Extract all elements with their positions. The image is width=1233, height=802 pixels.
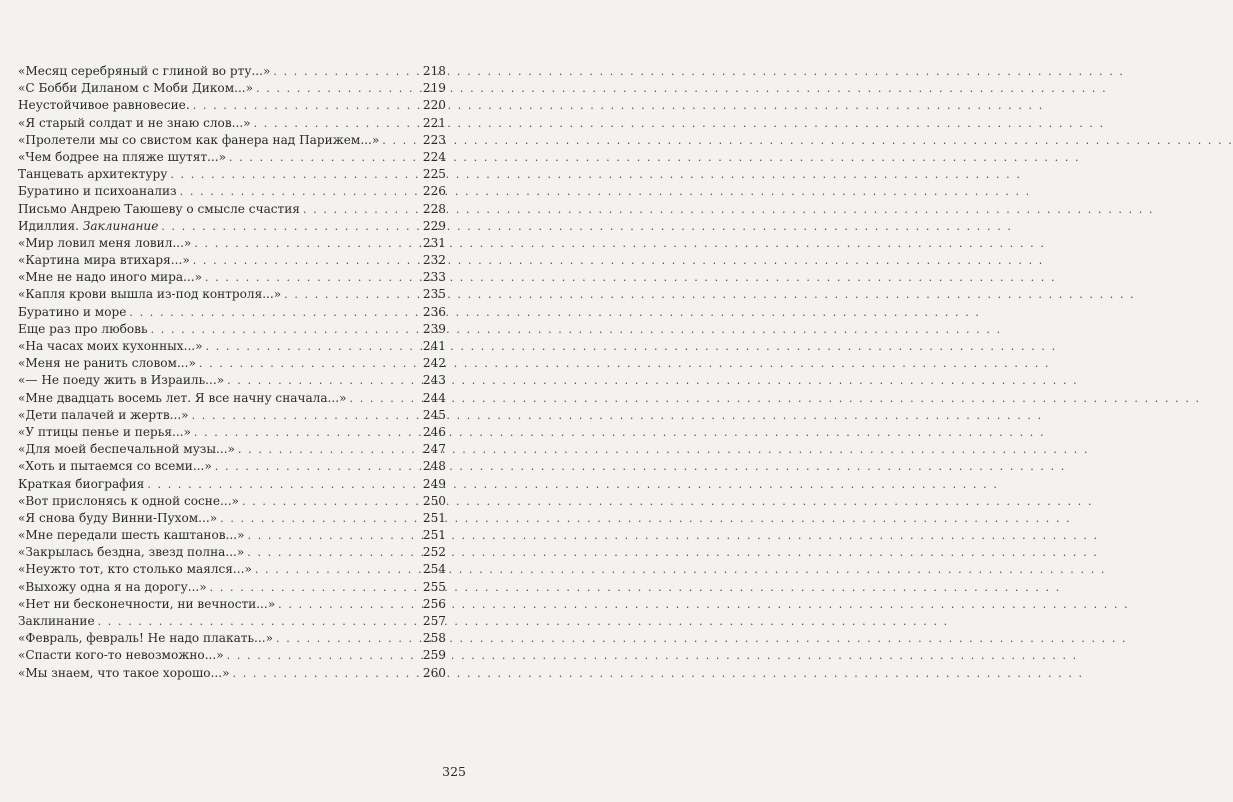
toc-entry bbox=[18, 132, 446, 149]
toc-entry bbox=[18, 544, 446, 561]
toc-entry bbox=[18, 596, 446, 613]
toc-entry bbox=[18, 647, 446, 664]
toc-entry-page: 260 bbox=[422, 665, 446, 680]
dot-leader bbox=[382, 132, 420, 149]
toc-entry-page: 235 bbox=[422, 287, 446, 302]
toc-entry-page: 229 bbox=[422, 218, 446, 233]
table-of-contents bbox=[18, 63, 446, 682]
toc-entry bbox=[18, 630, 446, 647]
dot-leader bbox=[255, 561, 420, 578]
dot-leader bbox=[220, 510, 420, 527]
toc-entry-title-text: «Для моей беспечальной музы...» bbox=[18, 442, 235, 457]
toc-entry bbox=[18, 218, 446, 235]
dot-leader bbox=[278, 596, 420, 613]
toc-entry-title bbox=[18, 132, 379, 149]
dot-leader bbox=[256, 80, 420, 97]
toc-entry-title-text: «Капля крови вышла из-под контроля...» bbox=[18, 287, 282, 302]
toc-entry-title bbox=[18, 407, 189, 424]
toc-entry-page: 255 bbox=[422, 579, 446, 594]
dot-leader bbox=[147, 476, 420, 493]
toc-entry-title-text: Письмо Андрею Таюшеву о смысле счастия bbox=[18, 201, 300, 216]
toc-entry-title bbox=[18, 561, 252, 578]
toc-entry-page: 233 bbox=[422, 270, 446, 285]
toc-entry-title bbox=[18, 97, 190, 114]
dot-leader bbox=[161, 218, 420, 235]
dot-leader bbox=[238, 441, 420, 458]
toc-entry-page: 221 bbox=[422, 115, 446, 130]
toc-entry-title bbox=[18, 115, 251, 132]
dot-leader bbox=[254, 115, 420, 132]
dot-leader bbox=[227, 372, 420, 389]
toc-entry bbox=[18, 510, 446, 527]
dot-leader bbox=[284, 286, 420, 303]
toc-entry-title-text: «Чем бодрее на пляже шутят...» bbox=[18, 149, 226, 164]
toc-entry-page: 252 bbox=[422, 545, 446, 560]
toc-entry bbox=[18, 201, 446, 218]
dot-leader bbox=[206, 338, 420, 355]
dot-leader bbox=[194, 235, 420, 252]
toc-entry-title bbox=[18, 493, 239, 510]
dot-leader bbox=[210, 579, 420, 596]
toc-entry-page: 254 bbox=[422, 562, 446, 577]
toc-entry-page: 218 bbox=[422, 64, 446, 78]
toc-entry-page: 245 bbox=[422, 407, 446, 422]
toc-entry bbox=[18, 613, 446, 630]
toc-entry bbox=[18, 527, 446, 544]
toc-entry-page: 248 bbox=[422, 459, 446, 474]
toc-entry bbox=[18, 97, 446, 114]
toc-entry-title bbox=[18, 647, 224, 664]
toc-entry bbox=[18, 338, 446, 355]
toc-entry-page: 223 bbox=[422, 132, 446, 147]
toc-entry-title-text: «Февраль, февраль! Не надо плакать...» bbox=[18, 631, 273, 646]
toc-entry bbox=[18, 579, 446, 596]
toc-entry bbox=[18, 665, 446, 682]
toc-entry-title bbox=[18, 63, 270, 80]
toc-entry-page: 219 bbox=[422, 81, 446, 96]
toc-entry-title bbox=[18, 269, 202, 286]
toc-entry-page: 256 bbox=[422, 596, 446, 611]
toc-entry-title bbox=[18, 544, 244, 561]
toc-entry-page: 258 bbox=[422, 631, 446, 646]
toc-entry-title bbox=[18, 80, 253, 97]
toc-entry-title bbox=[18, 304, 126, 321]
dot-leader bbox=[242, 493, 420, 510]
toc-entry-title bbox=[18, 218, 158, 235]
toc-entry-page: 224 bbox=[422, 149, 446, 164]
toc-entry-title bbox=[18, 579, 207, 596]
toc-entry bbox=[18, 355, 446, 372]
toc-entry-title bbox=[18, 424, 191, 441]
toc-entry bbox=[18, 372, 446, 389]
dot-leader bbox=[276, 630, 420, 647]
toc-entry-title bbox=[18, 476, 144, 493]
toc-entry-title-text: «Картина мира втихаря...» bbox=[18, 253, 190, 268]
toc-entry-title bbox=[18, 321, 148, 338]
toc-entry-title-text: Еще раз про любовь bbox=[18, 321, 148, 336]
dot-leader bbox=[248, 527, 420, 544]
toc-entry bbox=[18, 63, 446, 80]
toc-entry bbox=[18, 441, 446, 458]
toc-entry-page: 249 bbox=[422, 476, 446, 491]
dot-leader bbox=[229, 149, 420, 166]
toc-entry bbox=[18, 269, 446, 286]
toc-entry-page: 251 bbox=[422, 510, 446, 525]
toc-entry-page: 246 bbox=[422, 424, 446, 439]
toc-entry bbox=[18, 286, 446, 303]
toc-entry-title-text: Неустойчивое равновесие. bbox=[18, 98, 190, 113]
toc-entry-page: 226 bbox=[422, 184, 446, 199]
dot-leader bbox=[194, 424, 420, 441]
toc-entry-title-text: «Мне передали шесть каштанов...» bbox=[18, 528, 245, 543]
toc-entry-page: 241 bbox=[422, 339, 446, 353]
dot-leader bbox=[350, 390, 420, 407]
toc-entry-title-text: «Вот прислонясь к одной сосне...» bbox=[18, 493, 239, 508]
toc-entry-page: 257 bbox=[422, 614, 446, 628]
dot-leader bbox=[98, 613, 420, 630]
toc-entry-title bbox=[18, 149, 226, 166]
toc-entry bbox=[18, 115, 446, 132]
toc-entry-title-text: «На часах моих кухонных...» bbox=[18, 339, 203, 353]
dot-leader bbox=[215, 458, 420, 475]
toc-entry-title bbox=[18, 596, 275, 613]
toc-entry-title bbox=[18, 183, 177, 200]
toc-entry-page: 244 bbox=[422, 390, 446, 405]
dot-leader bbox=[129, 304, 420, 321]
toc-entry-title-text: «У птицы пенье и перья...» bbox=[18, 424, 191, 439]
toc-entry-page: 236 bbox=[422, 304, 446, 319]
toc-entry-title-text: Буратино и море bbox=[18, 304, 127, 319]
toc-entry-title-text: «— Не поеду жить в Израиль...» bbox=[18, 373, 225, 388]
toc-entry-page: 225 bbox=[422, 167, 446, 182]
dot-leader bbox=[170, 166, 420, 183]
toc-entry bbox=[18, 183, 446, 200]
toc-entry bbox=[18, 424, 446, 441]
toc-entry-page: 228 bbox=[422, 201, 446, 216]
toc-entry bbox=[18, 252, 446, 269]
toc-entry bbox=[18, 407, 446, 424]
toc-entry-title-text: «Неужто тот, кто столько маялся...» bbox=[18, 562, 252, 577]
toc-entry-title bbox=[18, 235, 191, 252]
toc-entry-title bbox=[18, 338, 203, 355]
toc-entry bbox=[18, 304, 446, 321]
dot-leader bbox=[192, 407, 420, 424]
toc-entry-title-text: Заклинание bbox=[18, 614, 95, 628]
toc-entry-title-text: Идиллия. bbox=[18, 218, 83, 233]
toc-entry-page: 247 bbox=[422, 442, 446, 457]
toc-entry-title-text: «Спасти кого-то невозможно...» bbox=[18, 648, 224, 663]
toc-entry bbox=[18, 493, 446, 510]
dot-leader bbox=[193, 97, 420, 114]
toc-entry-page: 243 bbox=[422, 373, 446, 388]
toc-entry-title bbox=[18, 510, 217, 527]
dot-leader bbox=[205, 269, 420, 286]
toc-entry-title bbox=[18, 252, 190, 269]
toc-entry-page: 242 bbox=[422, 356, 446, 371]
toc-entry-title-text: «С Бобби Диланом с Моби Диком...» bbox=[18, 81, 254, 96]
toc-entry-page: 250 bbox=[422, 493, 446, 508]
toc-entry-title-text: «Пролетели мы со свистом как фанера над Парижем...» bbox=[18, 132, 380, 147]
toc-entry-title-text: «Я снова буду Винни-Пухом...» bbox=[18, 510, 218, 525]
dot-leader bbox=[233, 665, 420, 682]
toc-entry-title-text: «Я старый солдат и не знаю слов...» bbox=[18, 115, 251, 130]
toc-entry bbox=[18, 390, 446, 407]
toc-entry-title-text: Буратино и психоанализ bbox=[18, 184, 177, 199]
toc-entry-page: 231 bbox=[422, 235, 446, 250]
toc-entry bbox=[18, 149, 446, 166]
toc-entry-title-text: «Мы знаем, что такое хорошо...» bbox=[18, 665, 230, 680]
toc-entry-title-text: «Выхожу одна я на дорогу...» bbox=[18, 579, 207, 594]
toc-entry-title-text: Краткая биография bbox=[18, 476, 145, 491]
toc-entry bbox=[18, 321, 446, 338]
toc-entry-title bbox=[18, 441, 235, 458]
toc-entry-title-text: Танцевать архитектуру bbox=[18, 167, 168, 182]
toc-entry-title bbox=[18, 527, 245, 544]
toc-entry-title-text: «Мне не надо иного мира...» bbox=[18, 270, 202, 285]
toc-entry bbox=[18, 80, 446, 97]
toc-entry-title bbox=[18, 665, 230, 682]
toc-entry-page: 251 bbox=[422, 528, 446, 543]
toc-entry-title bbox=[18, 355, 196, 372]
dot-leader bbox=[273, 63, 420, 80]
toc-entry-title bbox=[18, 613, 95, 630]
toc-entry-title-text: «Нет ни бесконечности, ни вечности...» bbox=[18, 596, 276, 611]
toc-entry-title bbox=[18, 286, 281, 303]
toc-entry-title-text: «Закрылась бездна, звезд полна...» bbox=[18, 545, 245, 560]
dot-leader bbox=[247, 544, 420, 561]
toc-entry-page: 259 bbox=[422, 648, 446, 663]
dot-leader bbox=[193, 252, 420, 269]
toc-entry-title bbox=[18, 201, 300, 218]
toc-entry-page: 232 bbox=[422, 253, 446, 268]
toc-entry-title-text: «Меня не ранить словом...» bbox=[18, 356, 196, 371]
page-number: 325 bbox=[442, 764, 466, 779]
toc-entry-title-text: «Месяц серебряный с глиной во рту...» bbox=[18, 64, 271, 78]
toc-entry-page: 220 bbox=[422, 98, 446, 113]
toc-entry-title-text: «Мне двадцать восемь лет. Я все начну сначала...» bbox=[18, 390, 347, 405]
toc-entry-title-text: «Дети палачей и жертв...» bbox=[18, 407, 189, 422]
toc-entry bbox=[18, 166, 446, 183]
toc-entry bbox=[18, 476, 446, 493]
dot-leader bbox=[199, 355, 420, 372]
toc-entry-title bbox=[18, 630, 273, 647]
toc-entry bbox=[18, 458, 446, 475]
toc-entry bbox=[18, 235, 446, 252]
toc-entry-title-text: «Мир ловил меня ловил...» bbox=[18, 235, 192, 250]
toc-entry-title bbox=[18, 166, 167, 183]
toc-entry-title bbox=[18, 372, 224, 389]
toc-entry bbox=[18, 561, 446, 578]
toc-entry-title-italic: Заклинание bbox=[82, 218, 159, 233]
dot-leader bbox=[180, 183, 420, 200]
dot-leader bbox=[303, 201, 420, 218]
dot-leader bbox=[151, 321, 420, 338]
toc-entry-title bbox=[18, 390, 347, 407]
dot-leader bbox=[227, 647, 420, 664]
toc-entry-page: 239 bbox=[422, 321, 446, 336]
toc-entry-title-text: «Хоть и пытаемся со всеми...» bbox=[18, 459, 212, 474]
toc-entry-title bbox=[18, 458, 212, 475]
